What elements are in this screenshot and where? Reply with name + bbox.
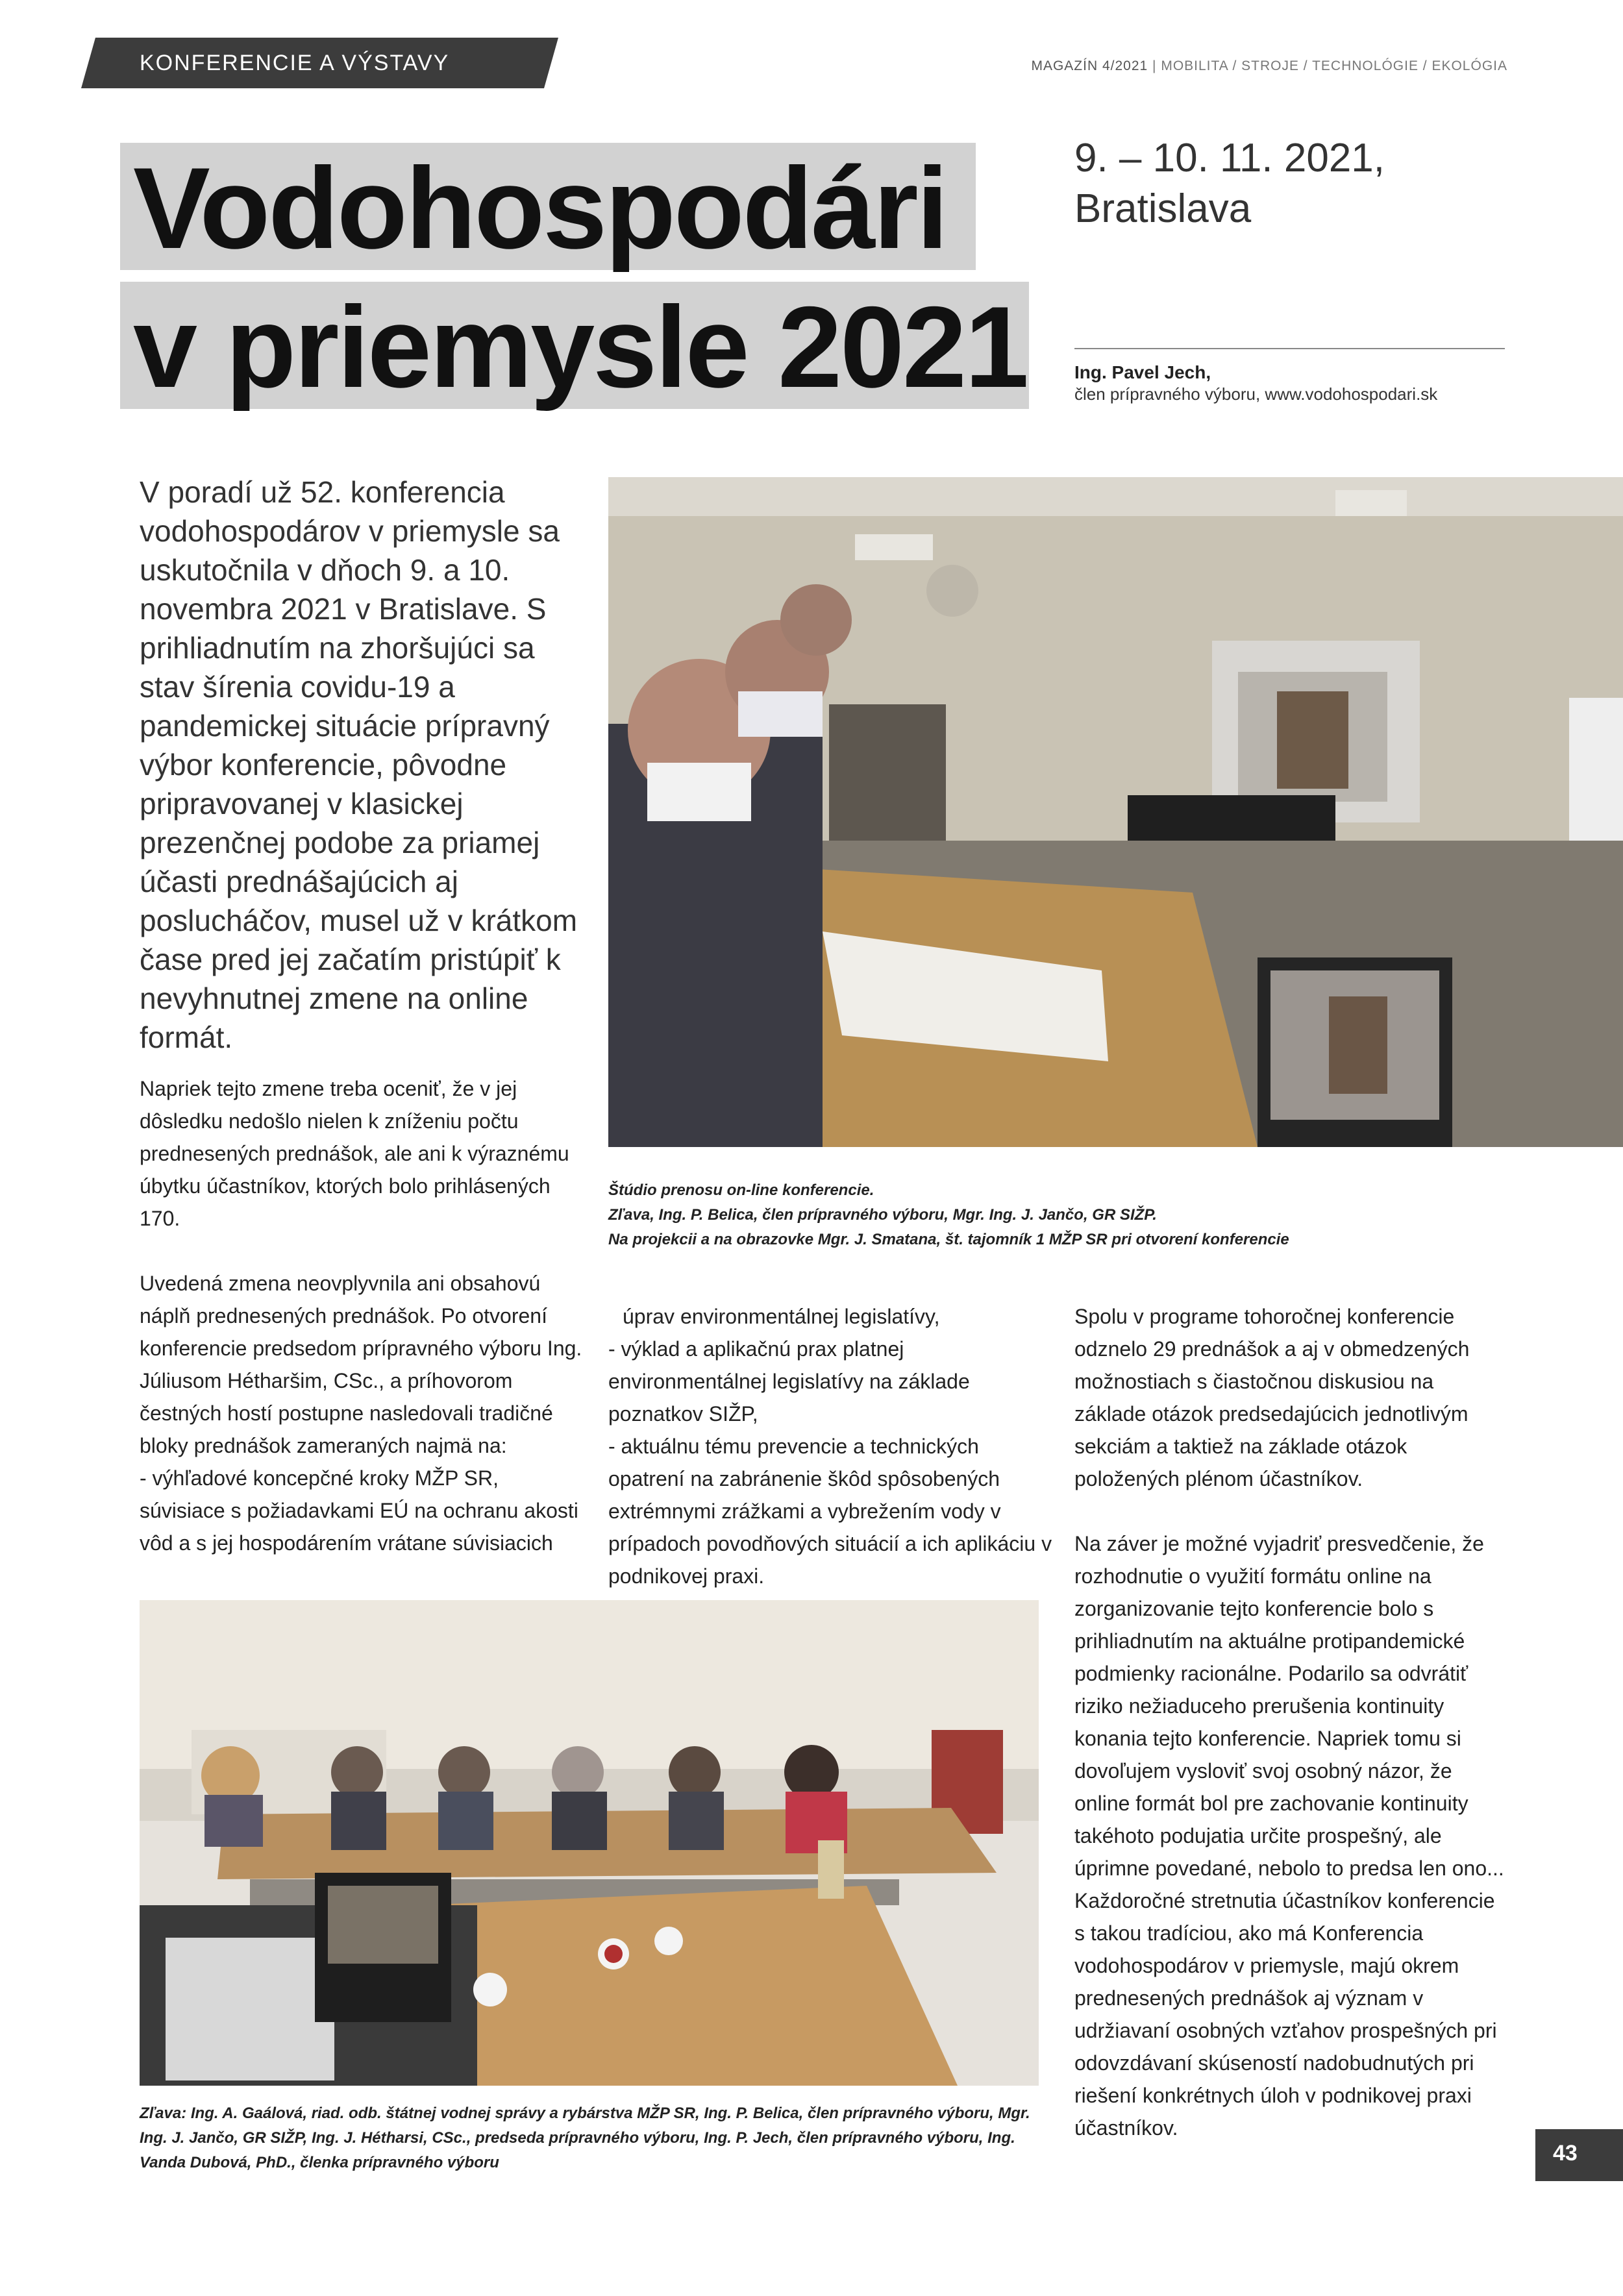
title-line-1: Vodohospodári (133, 143, 947, 273)
event-place: Bratislava (1074, 186, 1252, 231)
column-3 (1074, 1300, 1509, 2144)
photo-studio-image (608, 477, 1623, 1147)
column-1 (140, 1072, 588, 1559)
magazine-header: MAGAZÍN 4/2021 | MOBILITA / STROJE / TECHNOLÓGIE / EKOLÓGIA (1031, 58, 1507, 73)
event-info (1074, 133, 1385, 234)
section-label: KONFERENCIE A VÝSTAVY (140, 51, 450, 75)
page-number-tab (1535, 2129, 1623, 2181)
author-role: člen prípravného výboru, www.vodohospodari.sk (1074, 384, 1438, 404)
photo-presidium-caption: Zľava: Ing. A. Gaálová, riad. odb. štátnej vodnej správy a rybárstva MŽP SR, Ing. P. Belica, člen prípravného výboru, Mgr. Ing. J. Jančo, GR SIŽP, Ing. J. Hétharsi, CSc., predseda prípravného výboru, Ing. P. Jech, člen prípravného výboru, Ing. Vanda Dubová, PhD., členka prípravného výboru (140, 2105, 1030, 2171)
author-name: Ing. Pavel Jech, (1074, 362, 1211, 382)
photo-presidium (140, 1600, 1039, 2296)
event-date: 9. – 10. 11. 2021, (1074, 136, 1385, 180)
column-2-bullet-1-continued: úprav environmentálnej legislatívy, (623, 1305, 940, 1328)
magazine-issue: MAGAZÍN 4/2021 (1031, 58, 1148, 73)
title-line-2: v priemysle 2021 (133, 282, 1028, 412)
magazine-topics: MOBILITA / STROJE / TECHNOLÓGIE / EKOLÓGIA (1161, 58, 1507, 73)
photo-studio-caption-line-2: Zľava, Ing. P. Belica, člen prípravného výboru, Mgr. Ing. J. Jančo, GR SIŽP. (608, 1206, 1157, 1224)
photo-studio-caption (608, 1178, 1623, 1252)
column-3-paragraph-1: Spolu v programe tohoročnej konferencie odznelo 29 prednášok a aj v obmedzených možnostiach s čiastočnou diskusiou na základe otázok predsedajúcich jednotlivým sekciám a taktiež na základe otázok položených plénom účastníkov. (1074, 1305, 1470, 1490)
column-2-bullet-2: - výklad a aplikačnú prax platnej environmentálnej legislatívy na základe poznatkov SIŽP, (608, 1337, 970, 1426)
column-2 (608, 1300, 1056, 1592)
lead-paragraph: V poradí už 52. konferencia vodohospodárov v priemysle sa uskutočnila v dňoch 9. a 10. novembra 2021 v Bratislave. S prihliadnutím na zhoršujúci sa stav šírenia covidu-19 a pandemickej situácie prípravný výbor konferencie, pôvodne pripravovanej v klasickej prezenčnej podobe za priamej účasti prednášajúcich aj poslucháčov, musel už v krátkom čase pred jej začatím pristúpiť k nevyhnutnej zmene na online formát. (140, 475, 578, 1054)
page-number: 43 (1553, 2141, 1578, 2166)
photo-presidium-image (140, 1600, 1039, 2086)
column-1-paragraph-2: Uvedená zmena neovplyvnila ani obsahovú náplň prednesených prednášok. Po otvorení konferencie predsedom prípravného výboru Ing. Júliusom Hétharšim, CSc., a príhovorom čestných hostí postupne nasledovali tradičné bloky prednášok zameraných najmä na: (140, 1272, 582, 1457)
photo-studio (608, 477, 1623, 1147)
column-1-paragraph-1: Napriek tejto zmene treba oceniť, že v jej dôsledku nedošlo nielen k zníženiu počtu prednesených prednášok, ale ani k výraznému úbytku účastníkov, ktorých bolo prihlásených 170. (140, 1077, 569, 1230)
photo-studio-caption-line-3: Na projekcii a na obrazovke Mgr. J. Smatana, št. tajomník 1 MŽP SR pri otvorení konferencie (608, 1231, 1289, 1248)
column-1-bullet-1: - výhľadové koncepčné kroky MŽP SR, súvisiace s požiadavkami EÚ na ochranu akosti vôd a s jej hospodárením vrátane súvisiacich (140, 1466, 578, 1555)
author-divider (1074, 348, 1505, 349)
column-2-bullet-3: - aktuálnu tému prevencie a technických opatrení na zabránenie škôd spôsobených extrémnymi zrážkami a vybrežením vody v prípadoch povodňových situácií a ich aplikáciu v podnikovej praxi. (608, 1435, 1052, 1588)
photo-studio-caption-line-1: Štúdio prenosu on-line konferencie. (608, 1181, 874, 1199)
column-3-paragraph-2: Na záver je možné vyjadriť presvedčenie, že rozhodnutie o využití formátu online na zorganizovanie tejto konferencie bolo s prihliadnutím na aktuálne protipandemické podmienky racionálne. Podarilo sa odvrátiť riziko nežiaduceho prerušenia kontinuity konania tejto konferencie. Napriek tomu si dovoľujem vysloviť svoj osobný názor, že online formát bol pre zachovanie kontinuity takéhoto podujatia určite prospešný, ale úprimne povedané, nebolo to predsa len ono... Každoročné stretnutia účastníkov konferencie s takou tradíciou, ako má Konferencia vodohospodárov v priemysle, majú okrem prednesených prednášok aj význam v udržiavaní osobných vzťahov prospešných pri odovzdávaní skúseností nadobudnutých pri riešení konkrétnych úloh v podnikovej praxi účastníkov. (1074, 1532, 1504, 2140)
